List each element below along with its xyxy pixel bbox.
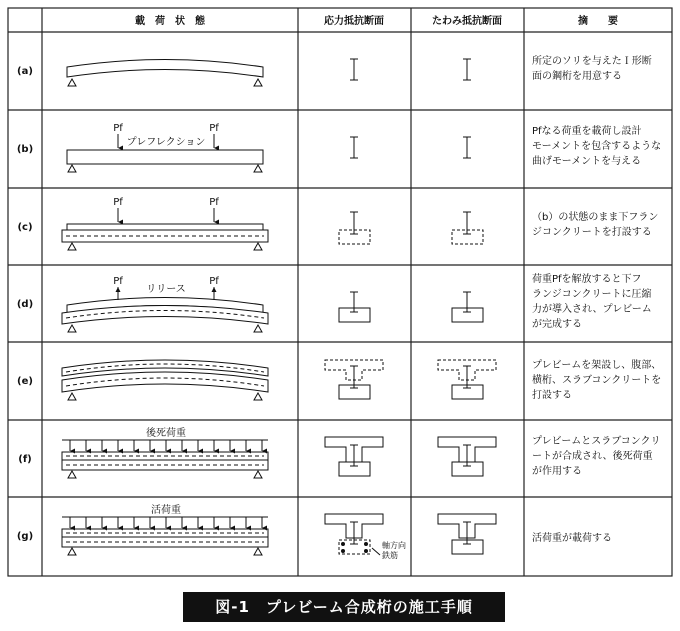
summary-a-2: 面の鋼桁を用意する (532, 71, 622, 82)
load-label-pf-right-b: Pf (209, 123, 219, 134)
summary-e-2: 横桁、スラブコンクリートを (532, 375, 662, 386)
rebar-note-line2: 鉄筋 (382, 551, 398, 560)
rebar-dot (365, 543, 368, 546)
summary-e-3: 打設する (532, 390, 572, 401)
summary-f-1: プレビームとスラブコンクリ (532, 436, 661, 447)
figure-caption: 図-1 プレビーム合成桁の施工手順 (183, 592, 505, 622)
note-preflexion: プレフレクション (126, 137, 206, 148)
summary-g-1: 活荷重が載荷する (532, 533, 612, 544)
rebar-dot (342, 543, 345, 546)
rebar-dot (342, 550, 345, 553)
support-right-a (254, 79, 262, 86)
section-deflection-d (452, 292, 483, 322)
summary-e-1: プレビームを架設し、腹部、 (532, 360, 662, 371)
section-stress-d (339, 292, 370, 322)
summary-b-3: 曲げモーメントを与える (532, 156, 642, 167)
section-stress-g (325, 514, 383, 555)
summary-f-3: が作用する (532, 466, 582, 477)
i-section-stress-a (350, 59, 358, 80)
section-stress-e (325, 360, 383, 399)
section-deflection-f (438, 437, 496, 476)
section-deflection-c (452, 212, 483, 244)
load-label-pf-right-c: Pf (209, 197, 219, 208)
summary-b-1: Pfなる荷重を載荷し設計 (532, 126, 642, 137)
i-section-deflection-b (463, 137, 471, 158)
summary-a-1: 所定のソリを与えたＩ形断 (532, 56, 652, 67)
step-label-b: (b) (16, 144, 34, 155)
step-label-a: (a) (17, 66, 33, 77)
rebar-leader-line (372, 548, 380, 555)
section-deflection-e (438, 360, 496, 399)
section-deflection-g (438, 514, 496, 554)
summary-f-2: ートが合成され、後死荷重 (532, 451, 653, 462)
load-label-pf-left-c: Pf (113, 197, 123, 208)
summary-d-4: が完成する (532, 319, 582, 330)
note-live-load: 活荷重 (151, 505, 181, 516)
i-section-stress-b (350, 137, 358, 158)
step-label-e: (e) (17, 376, 33, 387)
summary-d-2: ランジコンクリートに圧縮 (532, 289, 652, 300)
load-label-pf-left-b: Pf (113, 123, 123, 134)
summary-d-1: 荷重Pfを解放すると下フ (532, 274, 642, 285)
summary-d-3: 力が導入され、プレビーム (532, 304, 652, 315)
i-section-deflection-a (463, 59, 471, 80)
girder-cambered-a (67, 60, 263, 87)
rebar-note-line1: 軸方向 (382, 541, 406, 550)
load-label-pf-left-d: Pf (113, 276, 123, 287)
load-label-pf-right-d: Pf (209, 276, 219, 287)
section-stress-f (325, 437, 383, 476)
header-summary: 摘 要 (578, 16, 618, 27)
header-deflection-section: たわみ抵抗断面 (432, 16, 502, 27)
step-label-f: (f) (18, 454, 32, 465)
support-left-a (68, 79, 76, 86)
girder-with-lower-concrete-c (62, 208, 268, 250)
step-label-g: (g) (16, 531, 34, 542)
rebar-dot (365, 550, 368, 553)
header-loading: 載 荷 状 態 (135, 16, 205, 27)
girder-live-load-g (62, 517, 268, 555)
note-release: リリース (146, 284, 186, 295)
header-stress-section: 応力抵抗断面 (324, 16, 384, 27)
section-stress-c (339, 212, 370, 244)
girder-erected-e (62, 360, 268, 400)
girder-dead-load-f (62, 440, 268, 478)
summary-c-2: ジコンクリートを打設する (532, 227, 652, 238)
summary-c-1: （b）の状態のまま下フラン (532, 212, 659, 223)
note-dead-load: 後死荷重 (146, 428, 186, 439)
step-label-d: (d) (16, 299, 34, 310)
step-label-c: (c) (17, 222, 33, 233)
summary-b-2: モーメントを包含するような (532, 141, 662, 152)
